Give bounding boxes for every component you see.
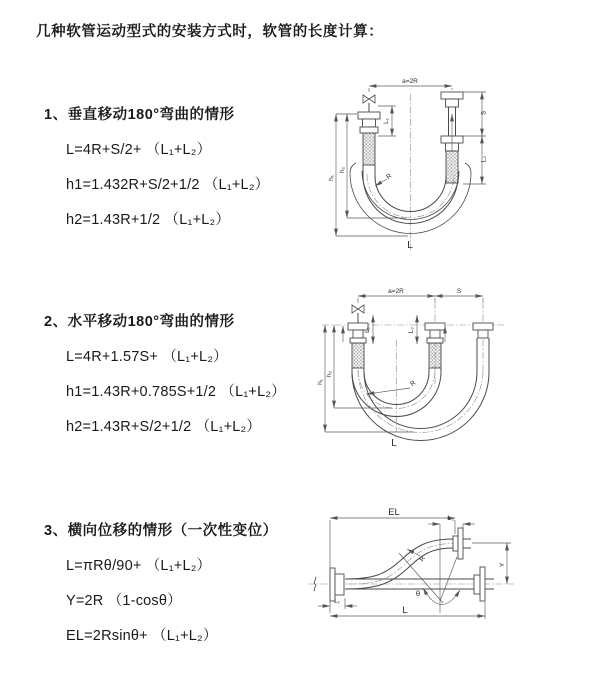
left-pipe-flange: [358, 112, 380, 165]
radius-callout: [375, 172, 393, 186]
formula: L=πRθ/90+ （L₁+L₂）: [66, 558, 212, 574]
dim-label-fit1: L₁: [334, 598, 340, 605]
formula: EL=2Rsinθ+ （L₁+L₂）: [66, 628, 218, 644]
dim-label-radius: R: [385, 172, 394, 181]
dim-label-h2: h₂: [326, 370, 333, 378]
right-end-flange: [474, 567, 494, 601]
braided-hose-section: [352, 343, 364, 368]
valve-icon: [363, 95, 375, 112]
dim-label-radius: R: [409, 379, 418, 388]
section-heading: 2、水平移动180°弯曲的情形: [44, 314, 235, 330]
formula: L=4R+1.57S+ （L₁+L₂）: [66, 349, 228, 365]
dim-span: [369, 78, 452, 92]
formula: Y=2R （1-cosθ）: [66, 593, 182, 609]
braided-hose-section: [363, 133, 375, 165]
section-heading: 1、垂直移动180°弯曲的情形: [44, 107, 235, 123]
formula: h2=1.43R+S/2+1/2 （L₁+L₂）: [66, 419, 262, 435]
braided-hose-section: [446, 151, 458, 183]
right-pipe-flange: [473, 323, 493, 338]
dim-label-fit2: L₂: [408, 326, 415, 334]
radius-callout: [407, 549, 427, 563]
formula: h1=1.43R+0.785S+1/2 （L₁+L₂）: [66, 384, 286, 400]
dim-fitting-1: [378, 106, 396, 136]
page-title: 几种软管运动型式的安装方式时，软管的长度计算：: [36, 24, 384, 40]
dim-fitting-2: [428, 515, 475, 530]
braided-hose-section: [429, 343, 441, 368]
section-lateral-displacement: [44, 519, 344, 645]
dim-label-offset: Y: [499, 562, 506, 568]
dim-length: [330, 602, 485, 619]
dim-label-length: L: [407, 240, 413, 251]
formula: h1=1.432R+S/2+1/2 （L₁+L₂）: [66, 177, 270, 193]
dim-label-fit1: L₁: [383, 118, 390, 124]
dim-label-length: L: [391, 438, 397, 449]
dim-span-and-stroke: [358, 288, 483, 303]
dim-label-h1: h₁: [317, 379, 324, 385]
dim-label-stroke: S: [456, 288, 462, 295]
diagram-vertical-180-bend: [312, 66, 492, 256]
left-flange: [330, 568, 344, 601]
section-vertical-move: [44, 103, 344, 229]
hose-u-bends: [352, 338, 489, 441]
s-curve-hose: [345, 539, 453, 589]
pipe-break-mark: [314, 577, 316, 591]
diagram-lateral-displacement: [302, 498, 522, 668]
formula: h2=1.43R+1/2 （L₁+L₂）: [66, 212, 231, 228]
radius-callout: [367, 379, 417, 394]
dim-label-h1: h₁: [328, 175, 335, 181]
dim-label-h2: h₂: [339, 166, 346, 174]
middle-pipe-flange: [425, 323, 445, 368]
section-heading: 3、横向位移的情形（一次性变位）: [44, 523, 278, 539]
valve-icon: [352, 305, 364, 323]
dim-label-length: L: [402, 605, 408, 616]
dim-label-fit2: L₂: [480, 155, 488, 163]
dim-fitting-1: [318, 598, 357, 609]
dim-label-radius: R: [418, 555, 427, 564]
dim-label-el: EL: [388, 507, 400, 518]
dim-label-span: a=2R: [402, 78, 418, 85]
dim-label-angle: θ: [415, 589, 421, 598]
dim-label-span: a=2R: [388, 288, 404, 295]
dim-label-stroke: S: [480, 110, 488, 116]
upper-right-flange: [453, 528, 471, 559]
dim-label-fit1: L₁: [364, 327, 371, 333]
formula: L=4R+S/2+ （L₁+L₂）: [66, 142, 212, 158]
dim-label-fit2: L₂: [447, 515, 455, 522]
diagram-horizontal-180-bend: [310, 282, 510, 462]
section-horizontal-move: [44, 310, 344, 436]
dim-el: [330, 507, 455, 613]
